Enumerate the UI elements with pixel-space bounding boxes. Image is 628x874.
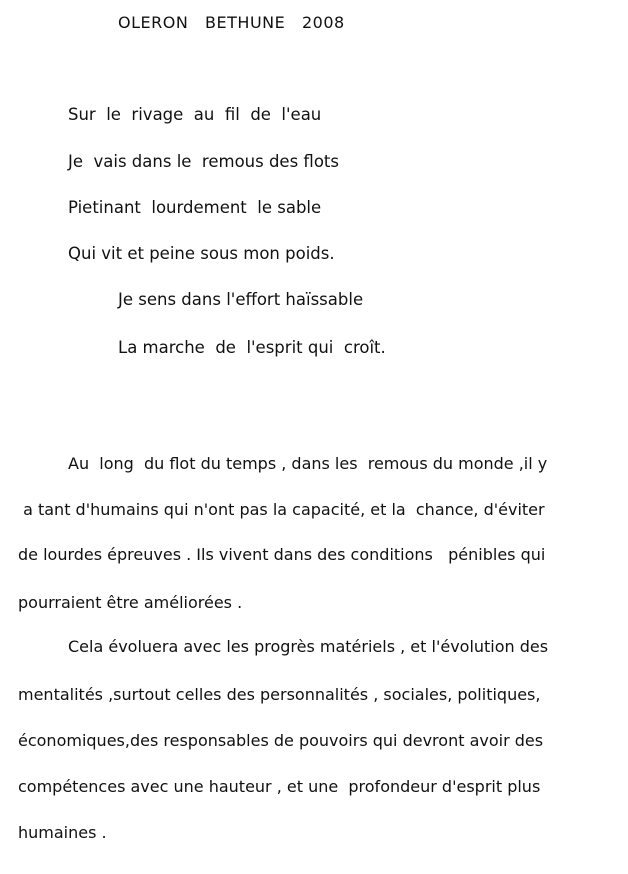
document-title: OLERON BETHUNE 2008 [118,13,345,32]
prose-line: de lourdes épreuves . Ils vivent dans des conditions pénibles qui [18,545,546,564]
poem-line: Sur le rivage au fil de l'eau [68,105,322,124]
prose-line: compétences avec une hauteur , et une profondeur d'esprit plus [18,777,541,796]
poem-line: Qui vit et peine sous mon poids. [68,244,335,263]
poem-line: La marche de l'esprit qui croît. [118,338,386,357]
prose-line: humaines . [18,823,107,842]
poem-line: Je sens dans l'effort haïssable [118,290,364,309]
poem-line: Pietinant lourdement le sable [68,198,322,217]
prose-line: économiques,des responsables de pouvoirs qui devront avoir des [18,731,544,750]
prose-line: a tant d'humains qui n'ont pas la capacité, et la chance, d'éviter [18,500,545,519]
prose-line: mentalités ,surtout celles des personnalités , sociales, politiques, [18,685,541,704]
prose-line: Cela évoluera avec les progrès matériels , et l'évolution des [68,637,549,656]
prose-line: Au long du flot du temps , dans les remous du monde ,il y [68,454,548,473]
poem-line: Je vais dans le remous des flots [68,152,339,171]
prose-line: pourraient être améliorées . [18,593,243,612]
